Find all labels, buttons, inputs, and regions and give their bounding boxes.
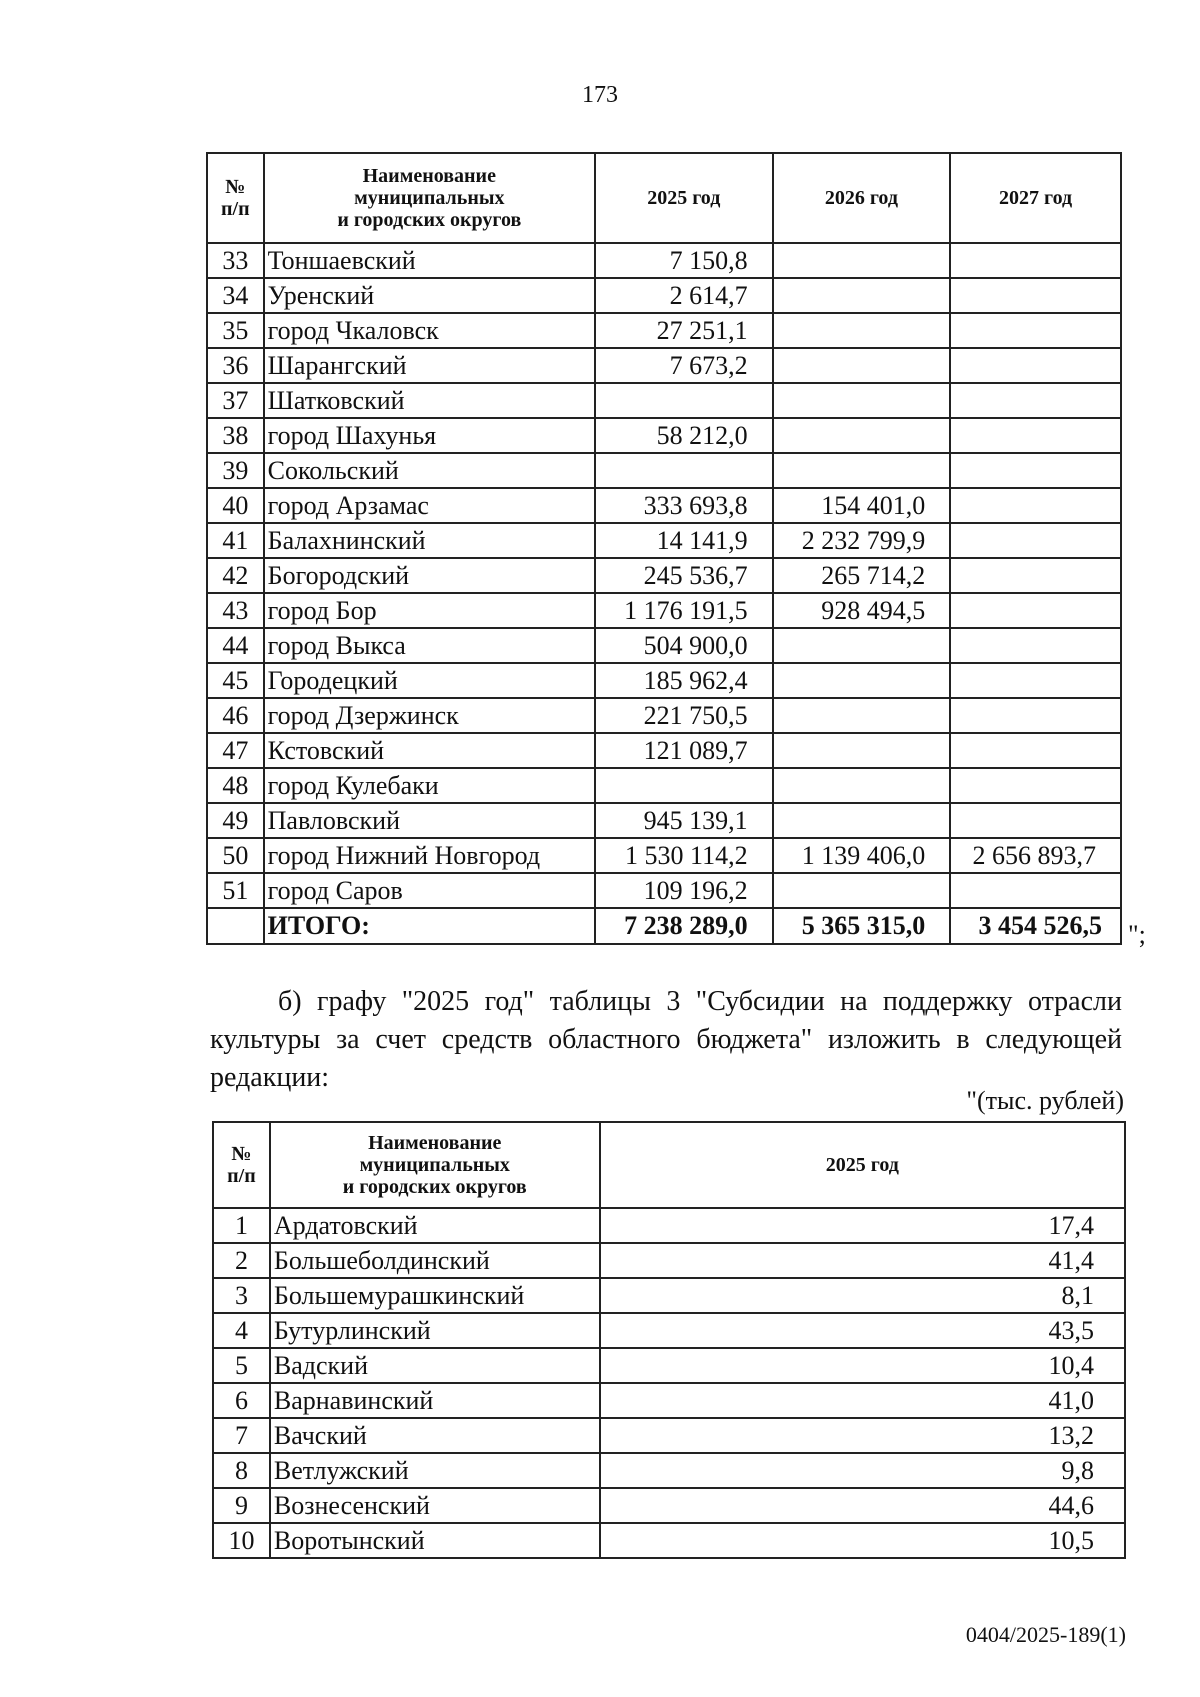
table-row [213, 1418, 1125, 1453]
table-row [207, 523, 1121, 558]
municipality-name: Городецкий [264, 663, 595, 698]
row-number: 37 [207, 383, 264, 418]
municipality-name: Вознесенский [270, 1488, 600, 1523]
value-2025: 945 139,1 [595, 803, 773, 838]
municipality-name: Варнавинский [270, 1383, 600, 1418]
row-number: 40 [207, 488, 264, 523]
municipality-name: Вачский [270, 1418, 600, 1453]
value-2025: 221 750,5 [595, 698, 773, 733]
value-2026: 2 232 799,9 [773, 523, 951, 558]
row-number: 4 [213, 1313, 270, 1348]
value-2025: 1 530 114,2 [595, 838, 773, 873]
municipality-name: Тоншаевский [264, 243, 595, 278]
municipality-name: Павловский [264, 803, 595, 838]
value-2025: 44,6 [600, 1488, 1125, 1523]
municipality-name: Богородский [264, 558, 595, 593]
header-num: № п/п [213, 1122, 270, 1208]
row-number: 6 [213, 1383, 270, 1418]
value-2025: 2 614,7 [595, 278, 773, 313]
closing-quote: "; [1128, 920, 1146, 949]
total-row [207, 908, 1121, 944]
value-2025: 333 693,8 [595, 488, 773, 523]
value-2026 [773, 873, 951, 908]
row-number: 47 [207, 733, 264, 768]
total-num-cell [207, 908, 264, 944]
value-2026 [773, 663, 951, 698]
value-2025: 17,4 [600, 1208, 1125, 1243]
municipality-name: Ардатовский [270, 1208, 600, 1243]
table-row [213, 1243, 1125, 1278]
value-2026 [773, 348, 951, 383]
header-num: № п/п [207, 153, 264, 243]
row-number: 50 [207, 838, 264, 873]
table-row [207, 418, 1121, 453]
value-2026: 1 139 406,0 [773, 838, 951, 873]
value-2025: 10,5 [600, 1523, 1125, 1558]
value-2026 [773, 698, 951, 733]
value-2025: 10,4 [600, 1348, 1125, 1383]
municipality-name: город Чкаловск [264, 313, 595, 348]
municipality-name: город Арзамас [264, 488, 595, 523]
amendment-paragraph [210, 983, 1122, 1097]
value-2027 [950, 278, 1121, 313]
value-2027 [950, 593, 1121, 628]
municipality-name: город Саров [264, 873, 595, 908]
value-2027 [950, 523, 1121, 558]
value-2026 [773, 768, 951, 803]
page-number: 173 [582, 82, 618, 108]
value-2025: 8,1 [600, 1278, 1125, 1313]
total-2026: 5 365 315,0 [773, 908, 951, 944]
table-row [207, 628, 1121, 663]
table-row [207, 733, 1121, 768]
value-2027 [950, 873, 1121, 908]
municipal-table-2 [212, 1121, 1126, 1559]
table-row [213, 1278, 1125, 1313]
value-2025: 109 196,2 [595, 873, 773, 908]
row-number: 46 [207, 698, 264, 733]
municipality-name: Большеболдинский [270, 1243, 600, 1278]
row-number: 33 [207, 243, 264, 278]
value-2027 [950, 733, 1121, 768]
row-number: 3 [213, 1278, 270, 1313]
value-2026 [773, 733, 951, 768]
value-2027 [950, 768, 1121, 803]
municipality-name: Бутурлинский [270, 1313, 600, 1348]
value-2027 [950, 243, 1121, 278]
value-2026: 928 494,5 [773, 593, 951, 628]
value-2026 [773, 313, 951, 348]
value-2025: 121 089,7 [595, 733, 773, 768]
table-row [213, 1523, 1125, 1558]
row-number: 1 [213, 1208, 270, 1243]
table-row [207, 383, 1121, 418]
row-number: 7 [213, 1418, 270, 1453]
municipality-name: Большемурашкинский [270, 1278, 600, 1313]
value-2026 [773, 418, 951, 453]
value-2027 [950, 418, 1121, 453]
table-row [207, 313, 1121, 348]
document-code: 0404/2025-189(1) [965, 1622, 1126, 1647]
municipality-name: город Кулебаки [264, 768, 595, 803]
total-label: ИТОГО: [264, 908, 595, 944]
table-row [213, 1313, 1125, 1348]
municipality-name: Уренский [264, 278, 595, 313]
value-2027 [950, 803, 1121, 838]
row-number: 38 [207, 418, 264, 453]
value-2025: 9,8 [600, 1453, 1125, 1488]
value-2027 [950, 558, 1121, 593]
header-2027: 2027 год [950, 153, 1121, 243]
value-2026 [773, 278, 951, 313]
units-note: "(тыс. рублей) [966, 1086, 1124, 1115]
municipality-name: город Шахунья [264, 418, 595, 453]
header-2025: 2025 год [600, 1122, 1125, 1208]
value-2025: 504 900,0 [595, 628, 773, 663]
value-2025: 14 141,9 [595, 523, 773, 558]
value-2027 [950, 628, 1121, 663]
value-2025 [595, 768, 773, 803]
municipality-name: Балахнинский [264, 523, 595, 558]
value-2025: 245 536,7 [595, 558, 773, 593]
value-2027: 2 656 893,7 [950, 838, 1121, 873]
table-row [207, 803, 1121, 838]
value-2027 [950, 313, 1121, 348]
value-2025: 58 212,0 [595, 418, 773, 453]
row-number: 36 [207, 348, 264, 383]
row-number: 51 [207, 873, 264, 908]
row-number: 9 [213, 1488, 270, 1523]
table-row [207, 593, 1121, 628]
table-row [207, 278, 1121, 313]
municipality-name: Вадский [270, 1348, 600, 1383]
table-row [213, 1348, 1125, 1383]
row-number: 43 [207, 593, 264, 628]
municipality-name: Шатковский [264, 383, 595, 418]
paragraph-line-2: культуры за счет средств областного бюджета" изложить в следующей [210, 1024, 1122, 1055]
row-number: 48 [207, 768, 264, 803]
value-2025: 41,4 [600, 1243, 1125, 1278]
value-2025: 7 673,2 [595, 348, 773, 383]
row-number: 2 [213, 1243, 270, 1278]
municipality-name: город Дзержинск [264, 698, 595, 733]
municipality-name: город Выкса [264, 628, 595, 663]
value-2027 [950, 488, 1121, 523]
value-2025 [595, 453, 773, 488]
total-2025: 7 238 289,0 [595, 908, 773, 944]
header-2026: 2026 год [773, 153, 951, 243]
value-2025: 43,5 [600, 1313, 1125, 1348]
row-number: 39 [207, 453, 264, 488]
table-row [207, 663, 1121, 698]
value-2025: 7 150,8 [595, 243, 773, 278]
table-row [213, 1453, 1125, 1488]
header-name: Наименование муниципальных и городских округов [264, 153, 595, 243]
table-row [213, 1383, 1125, 1418]
table-row [207, 488, 1121, 523]
header-2025: 2025 год [595, 153, 773, 243]
row-number: 10 [213, 1523, 270, 1558]
value-2027 [950, 663, 1121, 698]
value-2025: 41,0 [600, 1383, 1125, 1418]
municipality-name: Кстовский [264, 733, 595, 768]
paragraph-line-1: б) графу "2025 год" таблицы 3 "Субсидии на поддержку отрасли [278, 986, 1122, 1017]
row-number: 49 [207, 803, 264, 838]
row-number: 44 [207, 628, 264, 663]
row-number: 35 [207, 313, 264, 348]
value-2026: 265 714,2 [773, 558, 951, 593]
row-number: 41 [207, 523, 264, 558]
value-2027 [950, 383, 1121, 418]
table-row [207, 558, 1121, 593]
municipal-table-1 [206, 152, 1122, 945]
value-2025: 13,2 [600, 1418, 1125, 1453]
row-number: 34 [207, 278, 264, 313]
municipality-name: Ветлужский [270, 1453, 600, 1488]
value-2027 [950, 698, 1121, 733]
value-2025 [595, 383, 773, 418]
row-number: 8 [213, 1453, 270, 1488]
value-2027 [950, 453, 1121, 488]
value-2026 [773, 453, 951, 488]
value-2026 [773, 383, 951, 418]
value-2026: 154 401,0 [773, 488, 951, 523]
table-row [213, 1208, 1125, 1243]
value-2025: 1 176 191,5 [595, 593, 773, 628]
table-row [207, 873, 1121, 908]
value-2026 [773, 628, 951, 663]
municipality-name: Сокольский [264, 453, 595, 488]
table-row [207, 838, 1121, 873]
value-2026 [773, 803, 951, 838]
row-number: 45 [207, 663, 264, 698]
header-name: Наименование муниципальных и городских округов [270, 1122, 600, 1208]
table-row [207, 348, 1121, 383]
municipality-name: Воротынский [270, 1523, 600, 1558]
table-row [207, 243, 1121, 278]
row-number: 42 [207, 558, 264, 593]
value-2025: 185 962,4 [595, 663, 773, 698]
total-2027: 3 454 526,5 [950, 908, 1121, 944]
table-row [207, 768, 1121, 803]
table-row [207, 698, 1121, 733]
municipality-name: Шарангский [264, 348, 595, 383]
value-2025: 27 251,1 [595, 313, 773, 348]
table-row [213, 1488, 1125, 1523]
table-row [207, 453, 1121, 488]
value-2026 [773, 243, 951, 278]
paragraph-line-3: редакции: [210, 1062, 330, 1093]
municipality-name: город Бор [264, 593, 595, 628]
value-2027 [950, 348, 1121, 383]
row-number: 5 [213, 1348, 270, 1383]
municipality-name: город Нижний Новгород [264, 838, 595, 873]
